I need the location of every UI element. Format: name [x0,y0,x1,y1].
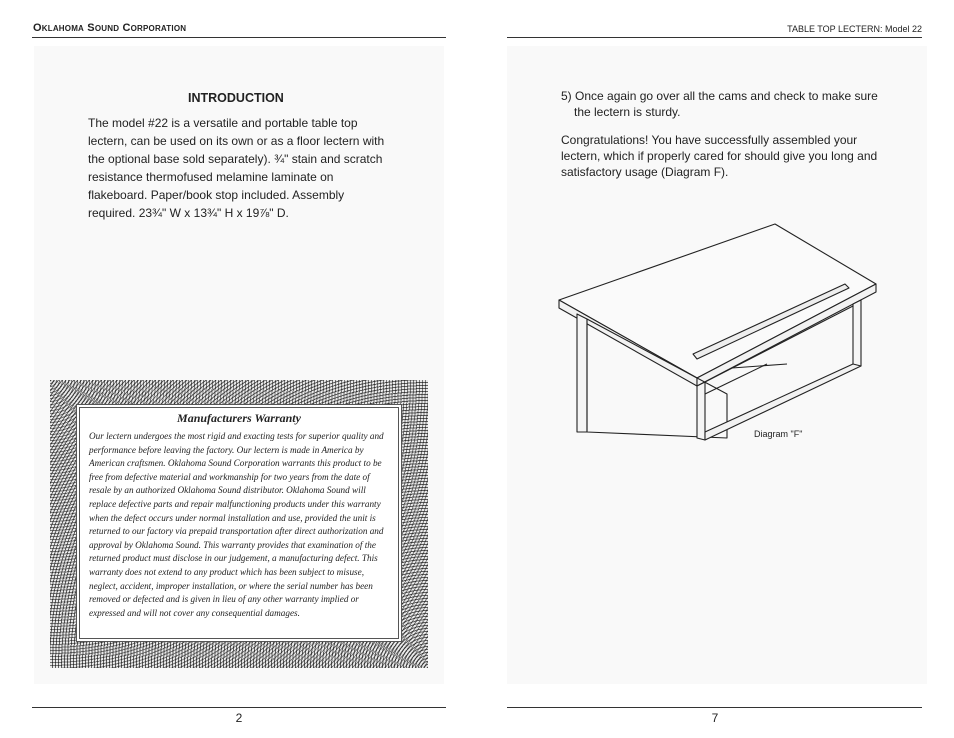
page-number: 7 [711,711,719,725]
manual-title: TABLE TOP LECTERN: Model 22 [787,24,922,34]
right-page [477,0,954,738]
warranty-text: Our lectern undergoes the most rigid and exacting tests for superior quality and performance before leaving the factory. Our lectern is made in America by American craftsmen. Oklahoma Sound Corporation warrants this product to be free from defective material and workmanship for two years from the date of resale by an authorized Oklahoma Sound distributor. Oklahoma Sound will replace defective parts and repair malfunctioning products under this warranty when the defect occurs under normal installation and use, provided the unit is returned to our factory via prepaid transportation after direct authorization and approval by Oklahoma Sound. This warranty provides that examination of the returned product must disclose in our judgement, a manufacturing defect. This warranty does not extend to any product which has been subject to misuse, neglect, accident, improper installation, or where the serial number has been removed or defected and is given in lieu of any other warranty implied or expressed and will not cover any consequential damages. [89,431,384,618]
warranty-certificate [50,380,428,668]
header-rule [507,37,922,38]
warranty-title: Manufacturers Warranty [177,411,301,425]
footer-rule [32,707,446,708]
page-number: 2 [235,711,243,725]
footer-rule [507,707,922,708]
header-rule [32,37,446,38]
introduction-heading: INTRODUCTION [188,91,284,105]
congratulations-text: Congratulations! You have successfully assembled your lectern, which if properly cared for should give you long and satisfactory usage (Diagram F). [561,133,878,179]
lectern-diagram [557,218,887,448]
company-name: Oklahoma Sound Corporation [33,22,187,34]
diagram-label: Diagram "F" [754,429,803,439]
step-5-text: 5) Once again go over all the cams and check to make sure the lectern is sturdy. [561,89,878,119]
warranty-panel [79,407,399,639]
introduction-text: The model #22 is a versatile and portable table top lectern, can be used on its own or as a floor lectern with the optional base sold separately). ¾" stain and scratch resistance thermofused melamine laminate on flakeboard. Paper/book stop included. Assembly required. 23¾" W x 13¾" H x 19⅞" D. [88,116,385,220]
